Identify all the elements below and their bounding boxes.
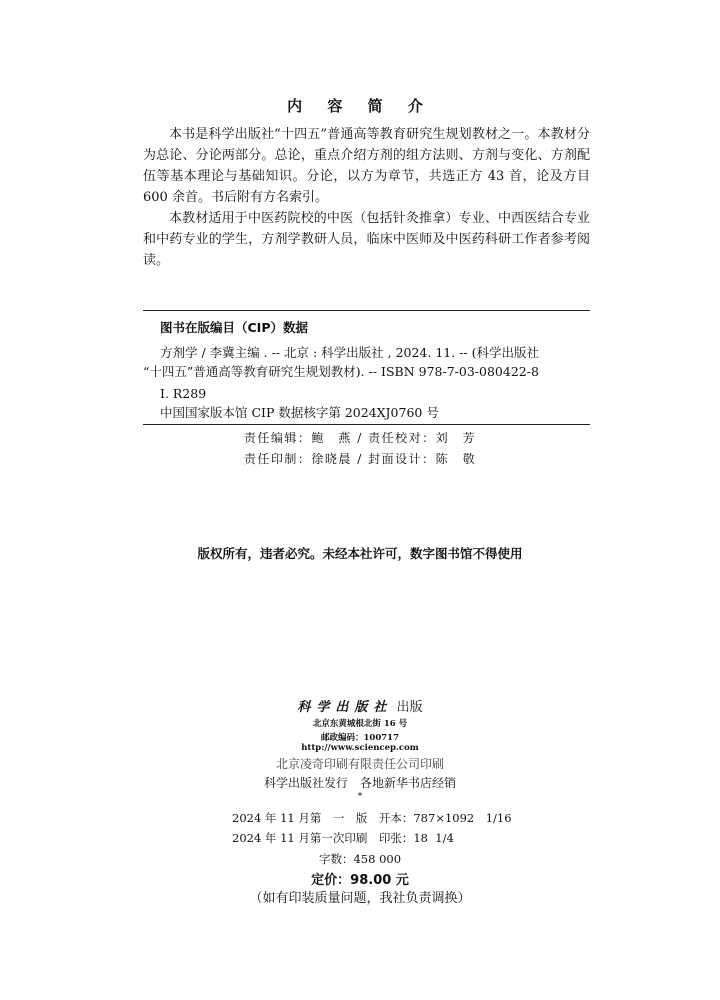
summary-paragraph-1: 本书是科学出版社“十四五”普通高等教育研究生规划教材之一。本教材分为总论、分论两部分。总论，重点介绍方剂的组方法则、方剂与变化、方剂配伍等基本理论与基础知识。分论，以方为章节，共选正方 43 首，论及方目 600 余首。书后附有方名索引。 [143,127,590,205]
word-count: 字数：458 000 [318,852,402,866]
cip-top-divider [143,310,590,311]
publisher-url: http://www.sciencep.com [301,743,419,753]
publisher-logo-text: 科学出版社 [297,700,393,715]
printer-info: 北京凌奇印刷有限责任公司印刷 [275,757,444,771]
cip-line-2: “十四五”普通高等教育研究生规划教材). -- ISBN 978-7-03-080422-8 [143,364,539,379]
publisher-suffix: 出版 [396,700,423,715]
cip-record-number: 中国国家版本馆 CIP 数据核字第 2024XJ0760 号 [160,405,439,420]
quality-notice: （如有印装质量问题，我社负责调换） [249,891,471,906]
cip-heading: 图书在版编目（CIP）数据 [160,320,308,335]
page-title: 内 容 简 介 [287,97,433,115]
cip-bottom-divider [143,424,590,425]
summary-paragraph-2: 本教材适用于中医药院校的中医（包括针灸推拿）专业、中西医结合专业和中药专业的学生，方剂学教研人员，临床中医师及中医药科研工作者参考阅读。 [143,211,590,268]
price: 定价：98.00 元 [311,873,409,888]
production-credits: 责任印制：徐晓晨 / 封面设计：陈 敬 [243,452,477,466]
copyright-notice: 版权所有，违者必究。未经本社许可，数字图书馆不得使用 [197,546,523,561]
publisher-address: 北京东黄城根北街 16 号 [312,719,408,729]
edition-info: 2024 年 11 月第 一 版 开本：787×1092 1/16 [232,811,512,825]
separator-star: * [357,792,363,802]
printing-info: 2024 年 11 月第一次印刷 印张：18 1/4 [232,831,454,845]
distribution-info: 科学出版社发行 各地新华书店经销 [263,776,456,790]
summary-section [143,124,590,271]
editor-credits: 责任编辑：鲍 燕 / 责任校对：刘 芳 [243,431,477,445]
publisher-line [0,696,720,715]
cip-classification: Ⅰ. R289 [160,386,207,401]
publisher-postcode: 邮政编码：100717 [321,733,399,743]
cip-line-1: 方剂学 / 李冀主编 . -- 北京 : 科学出版社 , 2024. 11. -- (科学出版社 [160,345,539,360]
